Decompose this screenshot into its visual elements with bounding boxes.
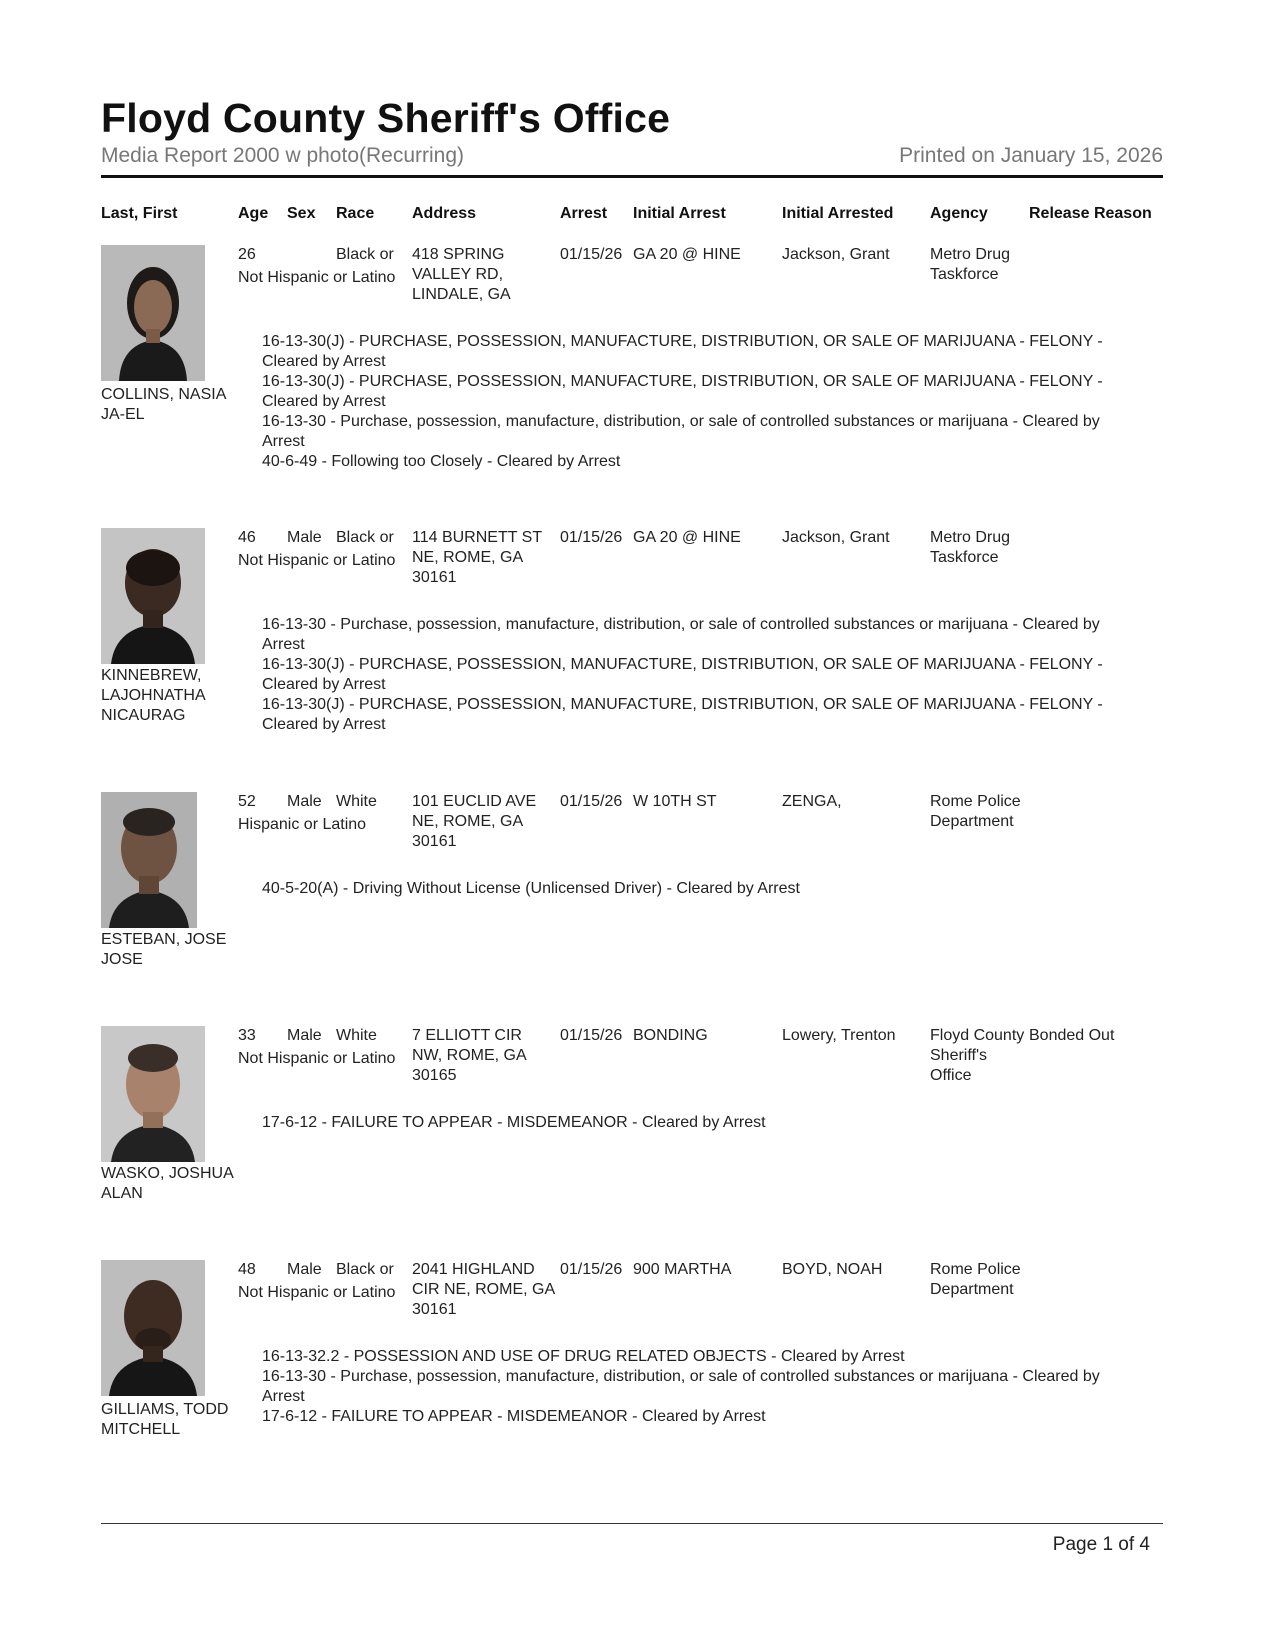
initial-arrested-officer: BOYD, NOAH <box>782 1261 883 1278</box>
address-value: 114 BURNETT ST NE, ROME, GA 30161 <box>412 529 542 586</box>
initial-arrest-location: W 10TH ST <box>633 793 717 810</box>
initial-arrest-location: GA 20 @ HINE <box>633 529 741 546</box>
agency-value: Metro Drug Taskforce <box>930 246 1011 283</box>
charge-item: 16-13-30(J) - PURCHASE, POSSESSION, MANUFACTURE, DISTRIBUTION, OR SALE OF MARIJUANA - FELONY - Cleared by Arrest <box>262 696 1103 733</box>
page-number: Page 1 of 4 <box>1052 1534 1150 1555</box>
record-row <box>0 1260 1265 1500</box>
agency-value: Floyd County Sheriff's Office <box>930 1027 1025 1084</box>
address-value: 7 ELLIOTT CIR NW, ROME, GA 30165 <box>412 1027 526 1084</box>
printed-date: Printed on January 15, 2026 <box>899 144 1163 167</box>
col-header-arrest: Arrest <box>560 205 608 222</box>
report-subtitle: Media Report 2000 w photo(Recurring) <box>101 144 465 167</box>
arrest-date: 01/15/26 <box>560 1261 623 1278</box>
arrest-date: 01/15/26 <box>560 529 623 546</box>
ethnicity-value: Hispanic or Latino <box>238 816 367 833</box>
charges-list <box>262 332 1142 472</box>
inmate-name: COLLINS, NASIA JA-EL <box>101 386 226 423</box>
col-header-release-reason: Release Reason <box>1029 205 1152 222</box>
initial-arrested-officer: Jackson, Grant <box>782 246 890 263</box>
agency-value: Rome Police Department <box>930 1261 1021 1298</box>
record-row <box>0 1026 1265 1266</box>
charges-list <box>262 1113 1142 1133</box>
col-header-initial-arrest: Initial Arrest <box>633 205 726 222</box>
inmate-name: ESTEBAN, JOSE JOSE <box>101 931 227 968</box>
arrest-date: 01/15/26 <box>560 1027 623 1044</box>
initial-arrest-location: BONDING <box>633 1027 708 1044</box>
race-value: White <box>336 1027 377 1044</box>
col-header-address: Address <box>412 205 477 222</box>
charges-list <box>262 615 1142 735</box>
mugshot-photo <box>101 1026 205 1162</box>
age-value: 46 <box>238 529 256 546</box>
charge-item: 16-13-30 - Purchase, possession, manufacture, distribution, or sale of controlled substances or marijuana - Cleared by Arrest <box>262 413 1100 450</box>
address-value: 101 EUCLID AVE NE, ROME, GA 30161 <box>412 793 537 850</box>
record-row <box>0 528 1265 768</box>
inmate-name: WASKO, JOSHUA ALAN <box>101 1165 233 1202</box>
inmate-name: KINNEBREW, LAJOHNATHA NICAURAG <box>101 667 205 724</box>
mugshot-photo <box>101 792 197 928</box>
col-header-age: Age <box>238 205 269 222</box>
address-value: 2041 HIGHLAND CIR NE, ROME, GA 30161 <box>412 1261 555 1318</box>
charges-list <box>262 1347 1142 1427</box>
arrest-date: 01/15/26 <box>560 246 623 263</box>
mugshot-photo <box>101 1260 205 1396</box>
record-row <box>0 245 1265 485</box>
initial-arrest-location: GA 20 @ HINE <box>633 246 741 263</box>
race-value: White <box>336 793 377 810</box>
charge-item: 40-6-49 - Following too Closely - Cleared by Arrest <box>262 453 621 470</box>
charge-item: 16-13-30 - Purchase, possession, manufacture, distribution, or sale of controlled substances or marijuana - Cleared by Arrest <box>262 1368 1100 1405</box>
age-value: 26 <box>238 246 256 263</box>
charge-item: 16-13-30(J) - PURCHASE, POSSESSION, MANUFACTURE, DISTRIBUTION, OR SALE OF MARIJUANA - FELONY - Cleared by Arrest <box>262 656 1103 693</box>
ethnicity-value: Not Hispanic or Latino <box>238 552 396 569</box>
footer-rule <box>101 1523 1163 1524</box>
age-value: 33 <box>238 1027 256 1044</box>
sex-value: Male <box>287 1027 322 1044</box>
charge-item: 40-5-20(A) - Driving Without License (Unlicensed Driver) - Cleared by Arrest <box>262 880 800 897</box>
sex-value: Male <box>287 1261 322 1278</box>
charge-item: 16-13-30(J) - PURCHASE, POSSESSION, MANUFACTURE, DISTRIBUTION, OR SALE OF MARIJUANA - FELONY - Cleared by Arrest <box>262 333 1103 370</box>
col-header-race: Race <box>336 205 375 222</box>
mugshot-photo <box>101 245 205 381</box>
charge-item: 17-6-12 - FAILURE TO APPEAR - MISDEMEANOR - Cleared by Arrest <box>262 1408 766 1425</box>
col-header-name: Last, First <box>101 205 178 222</box>
agency-value: Rome Police Department <box>930 793 1021 830</box>
age-value: 48 <box>238 1261 256 1278</box>
initial-arrested-officer: ZENGA, <box>782 793 842 810</box>
mugshot-photo <box>101 528 205 664</box>
header-rule <box>101 175 1163 178</box>
race-value: Black or <box>336 246 394 263</box>
col-header-agency: Agency <box>930 205 988 222</box>
release-reason-value: Bonded Out <box>1029 1027 1115 1044</box>
initial-arrested-officer: Jackson, Grant <box>782 529 890 546</box>
agency-value: Metro Drug Taskforce <box>930 529 1011 566</box>
age-value: 52 <box>238 793 256 810</box>
ethnicity-value: Not Hispanic or Latino <box>238 1050 396 1067</box>
race-value: Black or <box>336 1261 394 1278</box>
charges-list <box>262 879 1142 899</box>
ethnicity-value: Not Hispanic or Latino <box>238 269 396 286</box>
charge-item: 16-13-32.2 - POSSESSION AND USE OF DRUG RELATED OBJECTS - Cleared by Arrest <box>262 1348 905 1365</box>
report-title: Floyd County Sheriff's Office <box>101 95 671 141</box>
charge-item: 16-13-30(J) - PURCHASE, POSSESSION, MANUFACTURE, DISTRIBUTION, OR SALE OF MARIJUANA - FELONY - Cleared by Arrest <box>262 373 1103 410</box>
charge-item: 16-13-30 - Purchase, possession, manufacture, distribution, or sale of controlled substances or marijuana - Cleared by Arrest <box>262 616 1100 653</box>
col-header-initial-arrested: Initial Arrested <box>782 205 894 222</box>
sex-value: Male <box>287 529 322 546</box>
address-value: 418 SPRING VALLEY RD, LINDALE, GA <box>412 246 511 303</box>
record-row <box>0 792 1265 1032</box>
charge-item: 17-6-12 - FAILURE TO APPEAR - MISDEMEANOR - Cleared by Arrest <box>262 1114 766 1131</box>
initial-arrested-officer: Lowery, Trenton <box>782 1027 896 1044</box>
initial-arrest-location: 900 MARTHA <box>633 1261 732 1278</box>
col-header-sex: Sex <box>287 205 316 222</box>
inmate-name: GILLIAMS, TODD MITCHELL <box>101 1401 229 1438</box>
arrest-date: 01/15/26 <box>560 793 623 810</box>
sex-value: Male <box>287 793 322 810</box>
race-value: Black or <box>336 529 394 546</box>
ethnicity-value: Not Hispanic or Latino <box>238 1284 396 1301</box>
